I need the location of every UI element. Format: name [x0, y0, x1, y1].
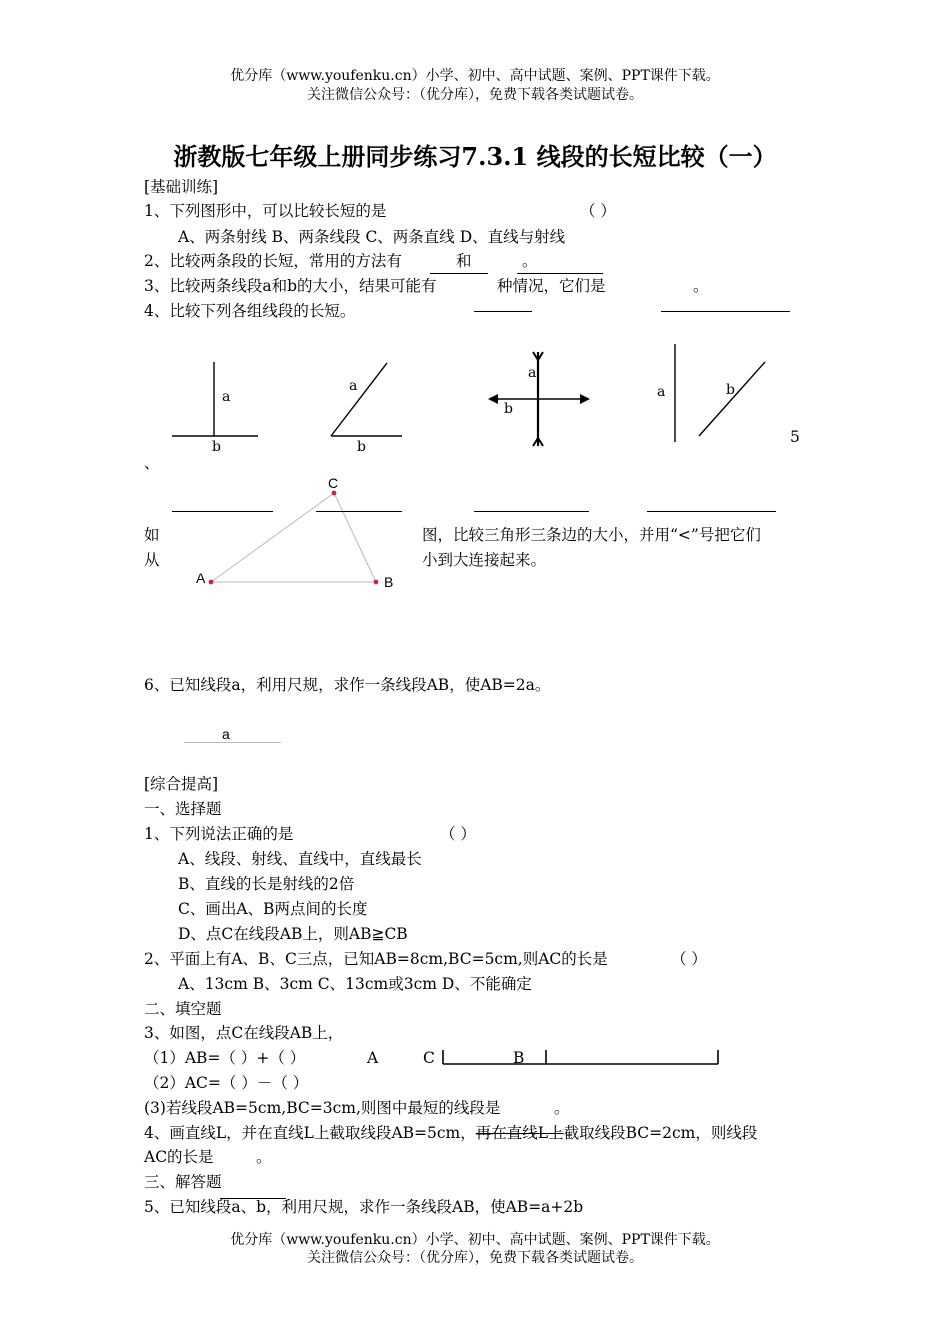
comp-q2: 2、平面上有A、B、C三点，已知AB=8cm,BC=5cm,则AC的长是: [144, 950, 608, 968]
footer-line-1: 优分库（www.youfenku.cn）小学、初中、高中试题、案例、PPT课件下载。: [230, 1232, 720, 1248]
comp-q4-part-b: 截取线段BC=2cm，则线段: [563, 1124, 758, 1142]
basic-q3-end: 。: [693, 277, 709, 295]
header-line-1: 优分库（www.youfenku.cn）小学、初中、高中试题、案例、PPT课件下载。: [230, 68, 720, 84]
comp-q1-a: A、线段、射线、直线中，直线最长: [178, 850, 422, 868]
comp-q1-b: B、直线的长是射线的2倍: [178, 875, 355, 893]
comp-q4-end: 。: [256, 1148, 272, 1166]
basic-q2-and: 和: [456, 252, 472, 270]
fig3-label-b: b: [504, 401, 513, 417]
fig1-label-b: b: [212, 439, 221, 455]
basic-q2: 2、比较两条段的长短，常用的方法有: [144, 252, 402, 270]
header-line-2: 关注微信公众号：（优分库），免费下载各类试题试卷。: [307, 87, 643, 103]
comp-q4: [144, 1122, 757, 1144]
fig2-label-b: b: [357, 439, 366, 455]
comp-q1-c: C、画出A、B两点间的长度: [178, 900, 368, 918]
part-answer: 三、解答题: [144, 1173, 222, 1191]
fig3-label-a: a: [528, 365, 537, 381]
basic-q2-end: 。: [522, 252, 538, 270]
comp-q1: 1、下列说法正确的是: [144, 825, 294, 843]
fig4-label-a: a: [657, 384, 666, 400]
basic-q6: 6、已知线段a，利用尺规，求作一条线段AB，使AB=2a。: [144, 676, 551, 694]
section-basic: [基础训练]: [144, 178, 219, 196]
q5-segment-a: [220, 1198, 286, 1199]
comp-q4-part-a: 4、画直线L，并在直线L上截取线段AB=5cm，: [144, 1124, 476, 1142]
comp-q3-1: （1）AB=（ ）+（ ）: [144, 1049, 306, 1067]
q6-segment-label: a: [222, 726, 230, 742]
basic-q1-paren: （ ）: [580, 202, 616, 220]
comp-q1-d: D、点C在线段AB上，则AB≧CB: [178, 925, 408, 943]
basic-q1: 1、下列图形中，可以比较长短的是: [144, 202, 387, 220]
part-fill: 二、填空题: [144, 1000, 222, 1018]
comp-q4-c: AC的长是: [144, 1148, 214, 1166]
section-comprehensive: [综合提高]: [144, 775, 219, 793]
comp-q2-paren: （ ）: [671, 950, 707, 968]
basic-q4: 4、比较下列各组线段的长短。: [144, 302, 356, 320]
basic-q3: 3、比较两条线段a和b的大小，结果可能有: [144, 277, 437, 295]
comp-q3: 3、如图，点C在线段AB上，: [144, 1024, 344, 1042]
comp-q5: 5、已知线段a、b，利用尺规，求作一条线段AB，使AB=a+2b: [144, 1198, 584, 1216]
comp-q3-2: （2）AC=（ ）－（ ）: [144, 1074, 309, 1092]
triangle-label-a: A: [196, 570, 206, 586]
q3-fig-label-c: C: [423, 1049, 435, 1067]
comp-q2-options: A、13cm B、3cm C、13cm或3cm D、不能确定: [178, 975, 532, 993]
q5-dot: 、: [144, 454, 160, 472]
comp-q3-3: (3)若线段AB=5cm,BC=3cm,则图中最短的线段是: [144, 1099, 501, 1117]
fig1-label-a: a: [222, 389, 231, 405]
basic-q3-b: 种情况，它们是: [497, 277, 606, 295]
fig4-label-b: b: [726, 382, 735, 398]
q5-ru: 如: [144, 526, 160, 544]
q3-fig-label-a: A: [367, 1049, 379, 1067]
triangle-label-b: B: [384, 574, 394, 590]
comp-q3-3-end: 。: [554, 1099, 570, 1117]
basic-q1-options: A、两条射线 B、两条线段 C、两条直线 D、直线与射线: [178, 228, 566, 246]
comp-q4-strike: 再在直线L上: [475, 1124, 564, 1142]
q5-text-2: 小到大连接起来。: [422, 551, 547, 569]
part-choice: 一、选择题: [144, 800, 222, 818]
q5-number: 5: [790, 428, 800, 446]
q5-text-1: 图，比较三角形三条边的大小，并用“<”号把它们: [422, 526, 761, 544]
page-title: 浙教版七年级上册同步练习7.3.1 线段的长短比较（一）: [173, 142, 777, 171]
q3-fig-label-b: B: [513, 1049, 525, 1067]
footer-line-2: 关注微信公众号：（优分库），免费下载各类试题试卷。: [307, 1250, 643, 1266]
q5-cong: 从: [144, 551, 160, 569]
comp-q1-paren: （ ）: [440, 825, 476, 843]
fig2-label-a: a: [349, 378, 358, 394]
triangle-label-c: C: [328, 475, 339, 491]
